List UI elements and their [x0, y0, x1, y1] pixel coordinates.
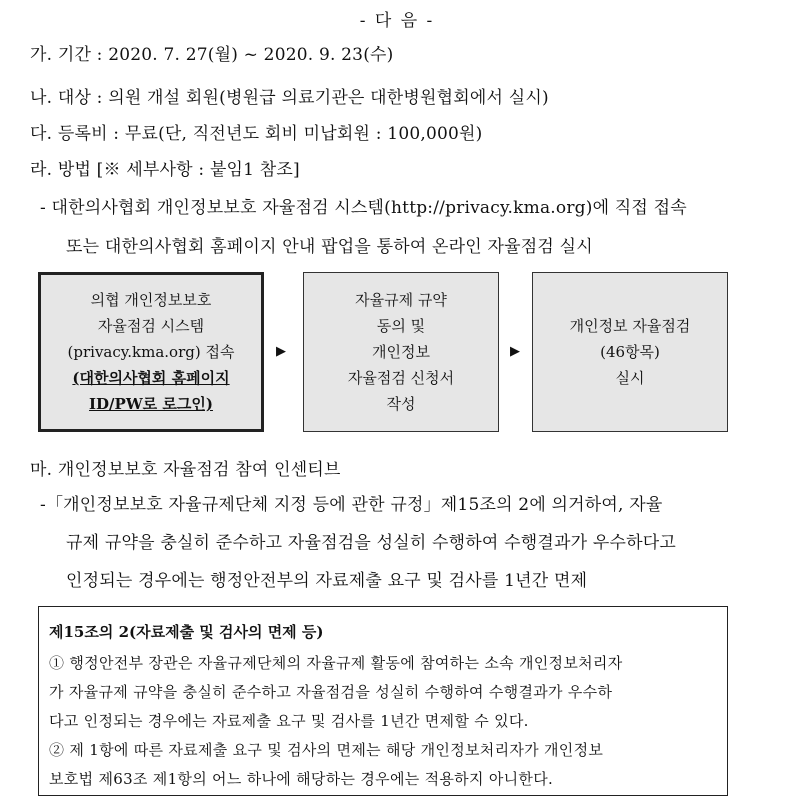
incentive-line-2: 규제 규약을 충실히 준수하고 자율점검을 성실히 수행하여 수행결과가 우수하다고: [66, 533, 676, 553]
flow-step-1-box: [38, 272, 264, 432]
flow-step-1-line-2: 자율점검 시스템: [97, 317, 205, 335]
law-excerpt-box: [38, 606, 728, 796]
flow-step-3-line-3: 실시: [615, 369, 645, 387]
law-line-2: 가 자율규제 규약을 충실히 준수하고 자율점검을 성실히 수행하여 수행결과가 우수하: [49, 683, 613, 701]
flow-step-2-box: [303, 272, 499, 432]
incentive-line-3: 인정되는 경우에는 행정안전부의 자료제출 요구 및 검사를 1년간 면제: [66, 571, 588, 591]
law-line-3: 다고 인정되는 경우에는 자료제출 요구 및 검사를 1년간 면제할 수 있다.: [49, 712, 529, 730]
item-method: 라. 방법 [※ 세부사항 : 붙임1 참조]: [30, 160, 300, 180]
flow-step-3-line-1: 개인정보 자율점검: [569, 317, 691, 335]
flow-step-2-line-1: 자율규제 규약: [355, 291, 447, 309]
heading: - 다 음 -: [359, 11, 435, 31]
method-detail-1: - 대한의사협회 개인정보보호 자율점검 시스템(http://privacy.kma.org)에 직접 접속: [40, 198, 687, 218]
flow-step-1-line-1: 의협 개인정보보호: [90, 291, 212, 309]
flow-step-2-line-2: 동의 및: [376, 317, 426, 335]
flow-arrow-2-icon: ▶: [510, 344, 520, 359]
item-period: 가. 기간 : 2020. 7. 27(월) ~ 2020. 9. 23(수): [30, 45, 394, 65]
law-line-4: ② 제 1항에 따른 자료제출 요구 및 검사의 면제는 해당 개인정보처리자가 개인정보: [49, 741, 604, 759]
law-line-5: 보호법 제63조 제1항의 어느 하나에 해당하는 경우에는 적용하지 아니한다.: [49, 770, 554, 788]
flow-step-1-bold-2: ID/PW로 로그인): [89, 395, 213, 413]
law-line-1: ① 행정안전부 장관은 자율규제단체의 자율규제 활동에 참여하는 소속 개인정보처리자: [49, 654, 623, 672]
method-detail-2: 또는 대한의사협회 홈페이지 안내 팝업을 통하여 온라인 자율점검 실시: [66, 237, 593, 257]
flow-step-3-box: [532, 272, 728, 432]
law-title: 제15조의 2(자료제출 및 검사의 면제 등): [49, 623, 324, 641]
flow-step-2-line-4: 자율점검 신청서: [347, 369, 455, 387]
item-target: 나. 대상 : 의원 개설 회원(병원급 의료기관은 대한병원협회에서 실시): [30, 88, 549, 108]
flow-arrow-1-icon: ▶: [276, 344, 286, 359]
incentive-title: 마. 개인정보보호 자율점검 참여 인센티브: [30, 460, 341, 480]
flow-step-3-line-2: (46항목): [600, 343, 660, 361]
item-fee: 다. 등록비 : 무료(단, 직전년도 회비 미납회원 : 100,000원): [30, 124, 483, 144]
incentive-line-1: -「개인정보보호 자율규제단체 지정 등에 관한 규정」제15조의 2에 의거하여, 자율: [40, 495, 663, 515]
flow-step-2-line-3: 개인정보: [372, 343, 430, 361]
flow-step-1-bold-1: (대한의사협회 홈페이지: [72, 369, 230, 387]
flow-step-1-line-3: (privacy.kma.org) 접속: [67, 343, 235, 361]
flow-step-2-line-5: 작성: [386, 395, 416, 413]
